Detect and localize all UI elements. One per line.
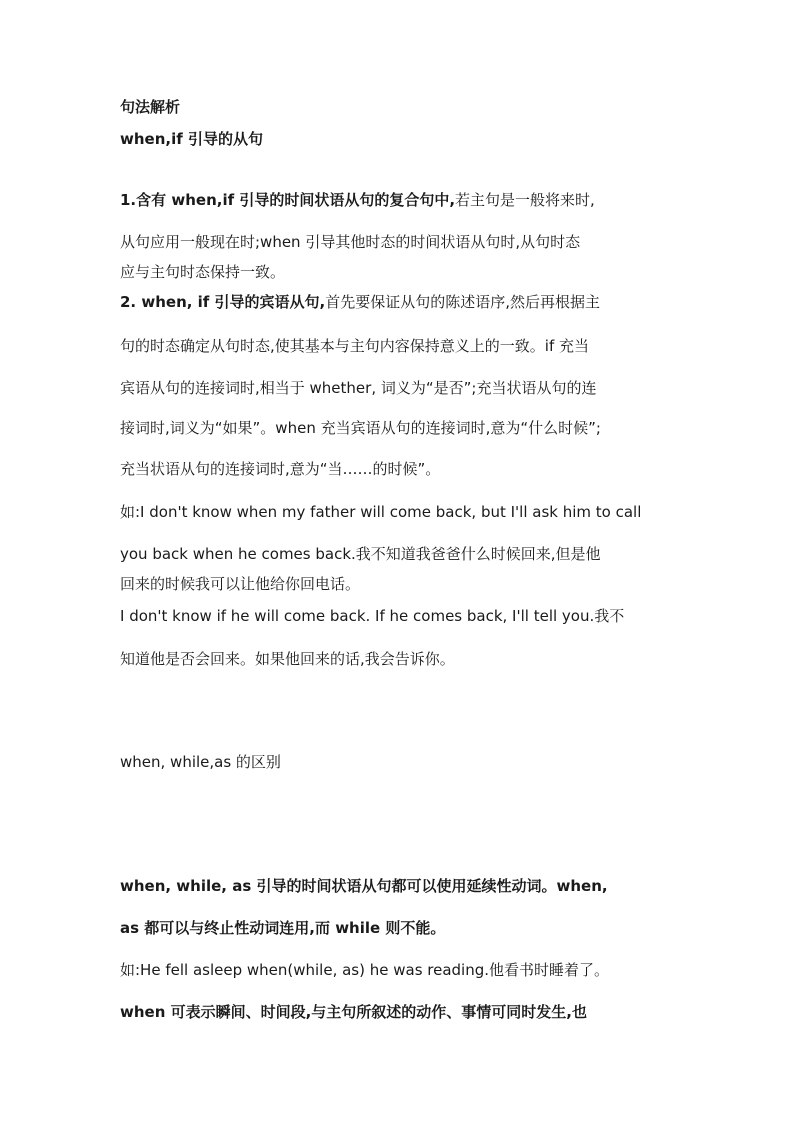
page-subtitle: when,if 引导的从句	[120, 130, 263, 148]
paragraph-1-line-3: 应与主句时态保持一致。	[120, 263, 286, 281]
section-2-paragraph-1-line-2: as 都可以与终止性动词连用,而 while 则不能。	[120, 919, 446, 937]
section-2-paragraph-2-line-1: when 可表示瞬间、时间段,与主句所叙述的动作、事情可同时发生,也	[120, 1003, 588, 1021]
example-1-line-2: you back when he comes back.我不知道我爸爸什么时候回来,但是他	[120, 545, 601, 563]
paragraph-2-line-4: 接词时,词义为“如果”。when 充当宾语从句的连接词时,意为“什么时候”;	[120, 419, 601, 437]
paragraph-2-line-1	[120, 292, 694, 312]
example-2-line-1: I don't know if he will come back. If he comes back, I'll tell you.我不	[120, 607, 625, 625]
paragraph-1-line-2: 从句应用一般现在时;when 引导其他时态的时间状语从句时,从句时态	[120, 233, 581, 251]
paragraph-1-lead: 1.含有 when,if 引导的时间状语从句的复合句中,	[120, 191, 456, 209]
paragraph-2-line-5: 充当状语从句的连接词时,意为“当……的时候”。	[120, 460, 441, 478]
section-2-paragraph-1-line-1: when, while, as 引导的时间状语从句都可以使用延续性动词。when,	[120, 877, 608, 895]
section-2-title: when, while,as 的区别	[120, 753, 281, 771]
example-2-line-2: 知道他是否会回来。如果他回来的话,我会告诉你。	[120, 650, 455, 668]
page-title: 句法解析	[120, 98, 181, 116]
paragraph-1-line-1	[120, 190, 694, 210]
paragraph-2-lead: 2. when, if 引导的宾语从句,	[120, 293, 326, 311]
paragraph-2-line-2: 句的时态确定从句时态,使其基本与主句内容保持意义上的一致。if 充当	[120, 337, 589, 355]
section-2-example-1: 如:He fell asleep when(while, as) he was reading.他看书时睡着了。	[120, 961, 610, 979]
paragraph-2-line-1-rest: 首先要保证从句的陈述语序,然后再根据主	[325, 293, 601, 311]
paragraph-1-line-1-rest: 若主句是一般将来时,	[455, 191, 595, 209]
paragraph-2-line-3: 宾语从句的连接词时,相当于 whether, 词义为“是否”;充当状语从句的连	[120, 379, 597, 397]
example-1-line-3: 回来的时候我可以让他给你回电话。	[120, 575, 361, 593]
example-1-line-1: 如:I don't know when my father will come back, but I'll ask him to call	[120, 503, 642, 521]
